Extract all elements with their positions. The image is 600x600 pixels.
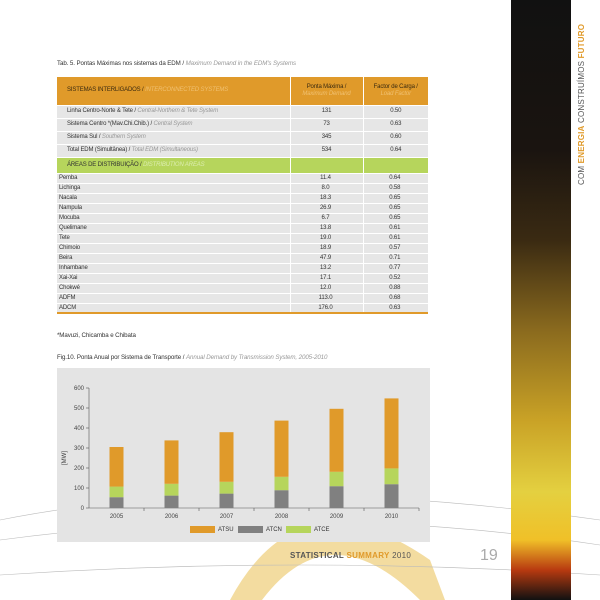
- bar-atce-2008: [275, 477, 289, 490]
- demand-cell: 13.8: [290, 223, 363, 233]
- row-name: Nampula: [59, 205, 82, 211]
- bar-atcn-2007: [220, 494, 234, 508]
- factor-cell: 0.52: [363, 273, 428, 283]
- table-row: [57, 213, 428, 223]
- row-name: Beira: [59, 255, 73, 261]
- y-axis-label: [MW]: [62, 451, 68, 465]
- bar-atsu-2008: [275, 421, 289, 477]
- y-tick-label: 200: [73, 466, 84, 472]
- page-number: 19: [480, 547, 498, 564]
- bar-atsu-2010: [385, 398, 399, 468]
- slogan: COM ENERGIA CONSTRUÍMOS FUTURO: [577, 23, 586, 185]
- y-tick-label: 300: [73, 446, 84, 452]
- factor-cell: 0.65: [363, 193, 428, 203]
- demand-cell: 18.3: [290, 193, 363, 203]
- y-tick-label: 100: [73, 486, 84, 492]
- row-name: Total EDM (Simultânea) /: [67, 147, 132, 154]
- header-factor: Factor de Carga / Load Factor: [363, 77, 428, 105]
- demand-cell: 13.2: [290, 263, 363, 273]
- x-tick-label: 2007: [219, 514, 234, 520]
- footnote: *Mavuzi, Chicamba e Chibata: [57, 332, 136, 339]
- header-systems: SISTEMAS INTERLIGADOS / INTERCONNECTED SYSTEMS: [57, 77, 290, 105]
- demand-cell: 11.4: [290, 173, 363, 183]
- bar-atce-2005: [110, 487, 124, 498]
- legend-item-atce: [286, 526, 330, 533]
- row-name: ADCM: [59, 304, 77, 311]
- legend-label: ATCE: [314, 526, 330, 533]
- demand-cell: 73: [290, 118, 363, 131]
- factor-cell: 0.71: [363, 253, 428, 263]
- legend-label: ATSU: [218, 526, 234, 533]
- table-row: [57, 144, 428, 157]
- x-tick-label: 2009: [329, 514, 344, 520]
- demand-cell: 176.0: [290, 303, 363, 313]
- row-name: ADFM: [59, 295, 76, 301]
- demand-cell: 26.9: [290, 203, 363, 213]
- chart-title: Fig.10. Ponta Anual por Sistema de Transporte / Annual Demand by Transmission System, 2005-2010: [57, 354, 328, 361]
- row-name: Chimoio: [59, 245, 80, 251]
- factor-cell: 0.65: [363, 203, 428, 213]
- demand-cell: 131: [290, 105, 363, 118]
- table-row: [57, 293, 428, 303]
- section-label: ÁREAS DE DISTRIBUIÇÃO / DISTRIBUTION AREAS: [57, 157, 290, 173]
- bar-atce-2010: [385, 468, 399, 484]
- bar-atce-2009: [330, 472, 344, 486]
- row-name: Mocuba: [59, 215, 80, 221]
- x-tick-label: 2008: [274, 514, 289, 520]
- factor-cell: 0.64: [363, 144, 428, 157]
- factor-cell: 0.63: [363, 303, 428, 313]
- y-tick-label: 0: [80, 506, 84, 512]
- bar-atsu-2007: [220, 432, 234, 482]
- bar-atce-2006: [165, 484, 179, 496]
- x-tick-label: 2005: [109, 514, 124, 520]
- demand-cell: 8.0: [290, 183, 363, 193]
- row-name-en: Total EDM (Simultaneous): [131, 147, 198, 154]
- row-name: Inhambane: [59, 265, 88, 271]
- factor-cell: 0.68: [363, 293, 428, 303]
- demand-cell: 19.0: [290, 233, 363, 243]
- footer-title: STATISTICAL SUMMARY 2010: [290, 551, 412, 560]
- y-tick-label: 600: [73, 386, 84, 392]
- bar-atcn-2010: [385, 484, 399, 508]
- demand-cell: 6.7: [290, 213, 363, 223]
- table-row: [57, 243, 428, 253]
- factor-cell: 0.58: [363, 183, 428, 193]
- y-tick-label: 400: [73, 426, 84, 432]
- bar-atsu-2009: [330, 409, 344, 472]
- demand-cell: 534: [290, 144, 363, 157]
- table-caption: Tab. 5. Pontas Máximas nos sistemas da EDM / Maximum Demand in the EDM's Systems: [57, 60, 297, 67]
- row-name: Linha Centro-Norte & Tete /: [67, 108, 138, 115]
- x-tick-label: 2006: [164, 514, 179, 520]
- factor-cell: 0.50: [363, 105, 428, 118]
- legend-swatch: [190, 526, 215, 533]
- factor-cell: 0.65: [363, 213, 428, 223]
- table-row: [57, 131, 428, 144]
- y-tick-label: 500: [73, 406, 84, 412]
- row-name: Sistema Centro *(Mav.Chi.Chib.) /: [67, 121, 154, 128]
- table-row: [57, 118, 428, 131]
- factor-cell: 0.63: [363, 118, 428, 131]
- table-row: [57, 283, 428, 293]
- demand-cell: 18.9: [290, 243, 363, 253]
- bar-atcn-2005: [110, 497, 124, 508]
- row-name: Sistema Sul /: [67, 134, 102, 141]
- row-name: Quelimane: [59, 225, 87, 231]
- row-name: Tete: [59, 235, 70, 241]
- table-row: [57, 203, 428, 213]
- max-demand-table: [57, 77, 428, 314]
- legend-label: ATCN: [266, 526, 282, 533]
- table-row: [57, 253, 428, 263]
- row-name-en: Central System: [153, 121, 193, 128]
- legend-item-atsu: [190, 526, 234, 533]
- table-row: [57, 223, 428, 233]
- demand-cell: 17.1: [290, 273, 363, 283]
- photo-strip: [511, 0, 571, 600]
- bar-atcn-2009: [330, 486, 344, 508]
- factor-cell: 0.77: [363, 263, 428, 273]
- section-header: [57, 157, 428, 173]
- bar-atce-2007: [220, 482, 234, 494]
- legend-swatch: [286, 526, 311, 533]
- demand-cell: 113.0: [290, 293, 363, 303]
- legend-item-atcn: [238, 526, 282, 533]
- row-name-en: Southern System: [101, 134, 146, 141]
- header-demand: Ponta Máxima / Maximum Demand: [290, 77, 363, 105]
- row-name: Nacala: [59, 195, 77, 201]
- table-row: [57, 105, 428, 118]
- row-name: Lichinga: [59, 185, 81, 191]
- factor-cell: 0.61: [363, 233, 428, 243]
- table-row: [57, 183, 428, 193]
- factor-cell: 0.64: [363, 173, 428, 183]
- demand-cell: 47.9: [290, 253, 363, 263]
- table-row: [57, 193, 428, 203]
- row-name: Xai-Xai: [59, 275, 78, 281]
- factor-cell: 0.61: [363, 223, 428, 233]
- bar-atsu-2006: [165, 440, 179, 483]
- row-name: Pemba: [59, 175, 78, 181]
- bar-atcn-2006: [165, 496, 179, 508]
- table-row: [57, 233, 428, 243]
- factor-cell: 0.88: [363, 283, 428, 293]
- table-row: [57, 303, 428, 313]
- factor-cell: 0.60: [363, 131, 428, 144]
- legend-swatch: [238, 526, 263, 533]
- demand-cell: 345: [290, 131, 363, 144]
- table-header: [57, 77, 428, 105]
- table-row: [57, 263, 428, 273]
- x-tick-label: 2010: [384, 514, 399, 520]
- row-name-en: Central-Northern & Tete System: [137, 108, 219, 115]
- bar-atcn-2008: [275, 490, 289, 508]
- bar-atsu-2005: [110, 447, 124, 487]
- row-name: Chokwé: [59, 285, 80, 291]
- bar-chart: [57, 368, 430, 542]
- factor-cell: 0.57: [363, 243, 428, 253]
- table-row: [57, 273, 428, 283]
- table-row: [57, 173, 428, 183]
- demand-cell: 12.0: [290, 283, 363, 293]
